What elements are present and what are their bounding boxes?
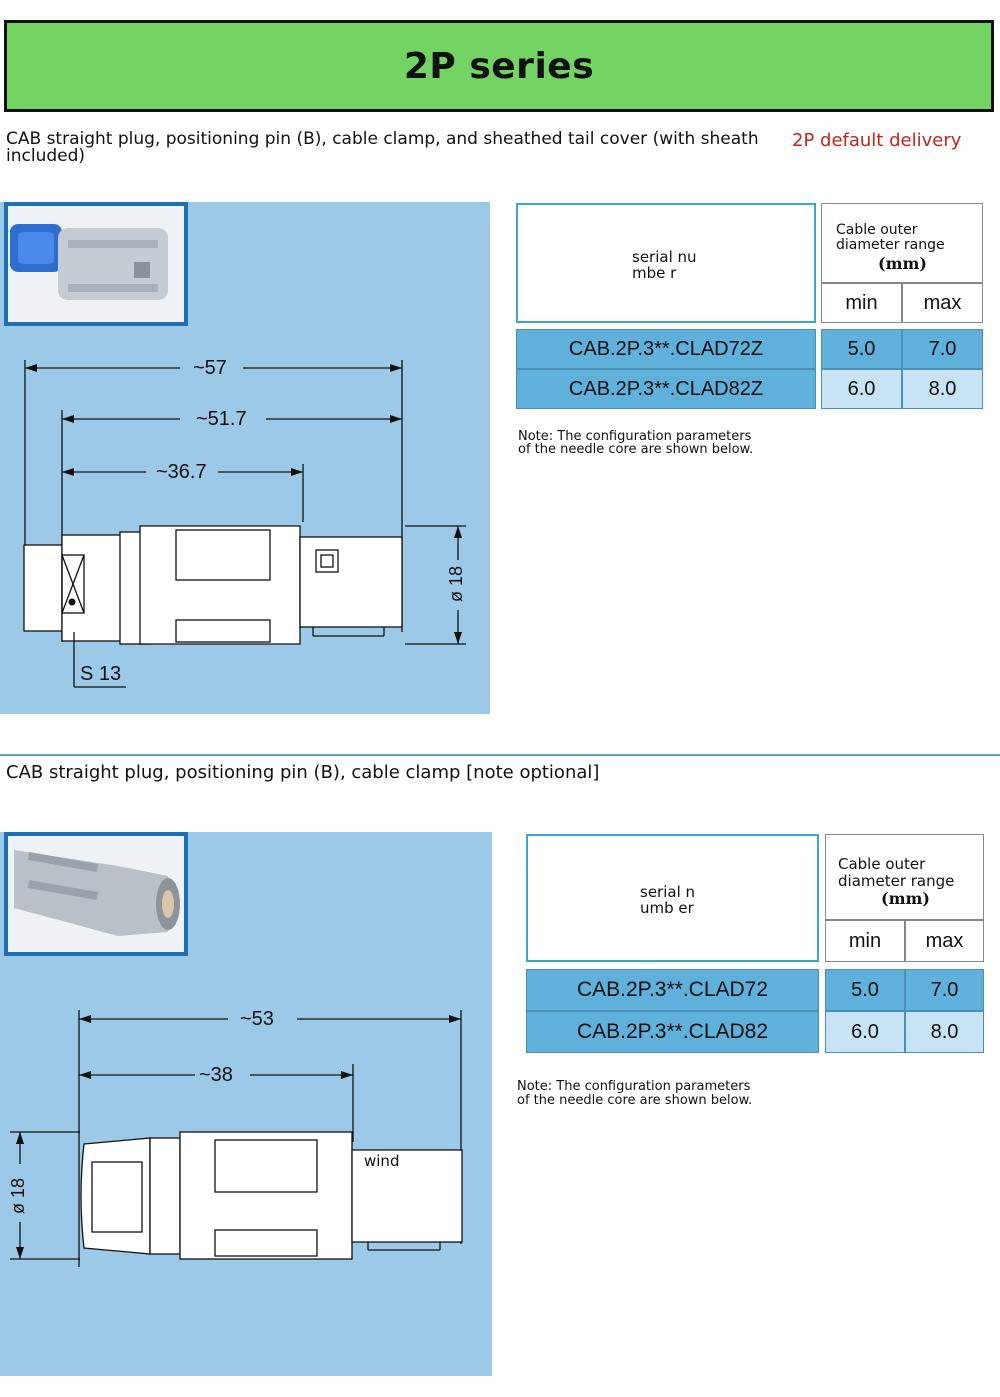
- table-row-part: CAB.2P.3**.CLAD72: [526, 969, 819, 1011]
- note-line1: Note: The configuration parameters: [517, 1079, 751, 1094]
- note-line1: Note: The configuration parameters: [518, 429, 752, 444]
- table-row-min: 5.0: [821, 329, 902, 369]
- min-header: min: [825, 920, 905, 962]
- grey-plug-photo-icon: [8, 836, 184, 952]
- blue-plug-photo-icon: [8, 206, 184, 322]
- range-header-line2: diameter range: [838, 872, 955, 890]
- diameter-18: ø 18: [8, 1177, 28, 1215]
- serial-header-cell: [516, 203, 816, 323]
- table-row-max: 8.0: [905, 1011, 984, 1053]
- dim-36-7: ~36.7: [156, 461, 207, 483]
- table-row-part: CAB.2P.3**.CLAD82: [526, 1011, 819, 1053]
- table-row-part: CAB.2P.3**.CLAD72Z: [516, 329, 816, 369]
- note-line2: of the needle core are shown below.: [517, 1093, 753, 1108]
- min-header: min: [821, 283, 902, 323]
- section-divider: [0, 754, 1000, 756]
- series-banner: [4, 20, 994, 112]
- serial-header-cell: [526, 834, 819, 962]
- note-line2: of the needle core are shown below.: [518, 442, 754, 457]
- diameter-18: ø 18: [446, 565, 466, 603]
- table-row-max: 7.0: [905, 969, 984, 1011]
- product-photo-1: [4, 202, 188, 326]
- range-header-line1: Cable outer: [838, 855, 926, 873]
- range-header-line1: Cable outer: [836, 222, 918, 238]
- range-header-cell: [821, 203, 983, 283]
- range-unit: (mm): [881, 889, 930, 908]
- serial-header-label: serial numbe r: [632, 248, 697, 282]
- dim-57: ~57: [193, 357, 227, 379]
- product-photo-2: [4, 832, 188, 956]
- table-row-max: 7.0: [902, 329, 983, 369]
- max-header: max: [902, 283, 983, 323]
- table-row-min: 6.0: [821, 369, 902, 409]
- table-row-max: 8.0: [902, 369, 983, 409]
- range-header-line2: diameter range: [836, 237, 945, 253]
- wind-label: wind: [364, 1152, 400, 1170]
- series-title: 2P series: [403, 45, 595, 87]
- serial-header-label: serial numb er: [640, 883, 696, 917]
- section2-description: CAB straight plug, positioning pin (B), cable clamp [note optional]: [6, 762, 600, 783]
- range-unit: (mm): [878, 254, 927, 273]
- section1-description: CAB straight plug, positioning pin (B), cable clamp, and sheathed tail cover (with sheath included): [6, 129, 759, 166]
- section1-drawing-panel: [0, 202, 490, 714]
- table-row-part: CAB.2P.3**.CLAD82Z: [516, 369, 816, 409]
- range-header-cell: [825, 834, 984, 920]
- wrench-size: S 13: [80, 663, 122, 685]
- default-delivery-note: 2P default delivery: [792, 130, 962, 151]
- plug-drawing-1: [0, 342, 490, 712]
- section2-drawing-panel: [0, 832, 492, 1376]
- plug-drawing-2: [0, 992, 492, 1376]
- table-row-min: 5.0: [825, 969, 905, 1011]
- dim-38: ~38: [199, 1064, 233, 1086]
- table-row-min: 6.0: [825, 1011, 905, 1053]
- max-header: max: [905, 920, 984, 962]
- dim-51-7: ~51.7: [196, 408, 247, 430]
- dim-53: ~53: [240, 1008, 274, 1030]
